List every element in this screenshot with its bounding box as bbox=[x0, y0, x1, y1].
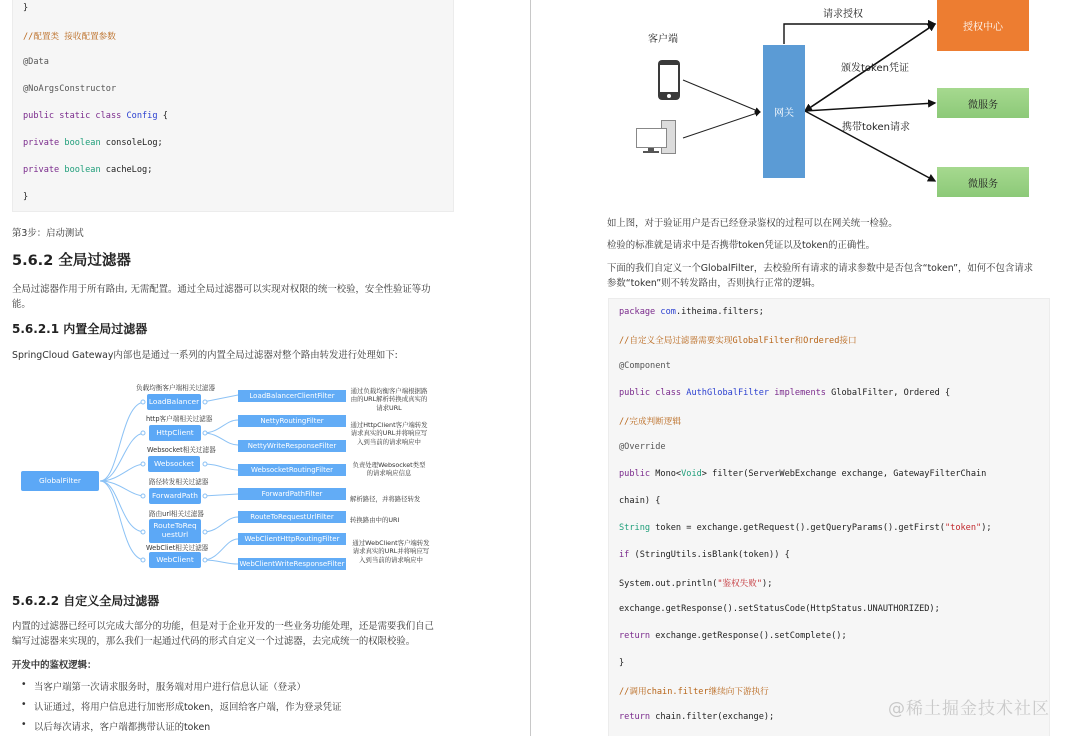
mindmap-node-webclient: WebClient bbox=[149, 552, 201, 568]
paragraph-global-filter-2: 能。 bbox=[12, 299, 31, 310]
edge-label-issue-token: 颁发token凭证 bbox=[841, 63, 909, 74]
mindmap-node-httpclient: HttpClient bbox=[149, 425, 201, 441]
mindmap-description: 通过负载均衡客户端根据路由的URL解析转换成真实的请求URL bbox=[350, 387, 428, 412]
mindmap-diagram bbox=[0, 375, 460, 575]
gateway-label: 网关 bbox=[774, 108, 794, 119]
mindmap-node-routetorequesturl bbox=[149, 519, 201, 543]
mindmap-node-label: RouteToRequestUrl bbox=[153, 521, 197, 539]
right-page bbox=[531, 0, 1072, 736]
code-line: //完成判断逻辑 bbox=[619, 417, 681, 427]
code-line: @Override bbox=[619, 442, 666, 452]
heading-5-6-2: 5.6.2 全局过滤器 bbox=[12, 253, 131, 269]
watermark: @稀土掘金技术社区 bbox=[888, 699, 1050, 719]
mindmap-leaf: NettyWriteResponseFilter bbox=[238, 440, 346, 452]
code-line: String token = exchange.getRequest().getQueryParams().getFirst("token"); bbox=[619, 523, 992, 533]
mindmap-leaf: WebClientWriteResponseFilter bbox=[239, 560, 345, 568]
code-line: } bbox=[23, 3, 29, 13]
auth-center-label: 授权中心 bbox=[963, 22, 1003, 33]
code-line: public Mono<Void> filter(ServerWebExchange exchange, GatewayFilterChain bbox=[619, 469, 987, 479]
paragraph-custom-filter-1: 内置的过滤器已经可以完成大部分的功能，但是对于企业开发的一些业务功能处理，还是需要我们自己 bbox=[12, 621, 434, 632]
mindmap-description: 解析路径，并将路径转发 bbox=[350, 495, 421, 503]
mindmap-leaf: NettyRoutingFilter bbox=[238, 415, 346, 427]
microservice-box bbox=[937, 88, 1029, 118]
client-label: 客户端 bbox=[648, 34, 678, 45]
mindmap-leaf: WebsocketRoutingFilter bbox=[238, 464, 346, 476]
mindmap-branch-label: 负载均衡客户端相关过滤器 bbox=[136, 384, 216, 392]
heading-5-6-2-1: 5.6.2.1 内置全局过滤器 bbox=[12, 322, 148, 336]
mindmap-branch-label: Websocket相关过滤器 bbox=[147, 446, 216, 454]
code-line: //自定义全局过滤器需要实现GlobalFilter和Ordered接口 bbox=[619, 336, 857, 346]
code-line: @Component bbox=[619, 361, 671, 371]
paragraph-token-standard: 检验的标准就是请求中是否携带token凭证以及token的正确性。 bbox=[607, 240, 876, 251]
code-line: System.out.println("鉴权失败"); bbox=[619, 579, 773, 589]
mindmap-branch-label: WebCliet相关过滤器 bbox=[146, 544, 209, 552]
mindmap-leaf: WebClientHttpRoutingFilter bbox=[238, 533, 346, 545]
code-line: //配置类 接收配置参数 bbox=[23, 32, 116, 42]
code-line: } bbox=[23, 192, 29, 202]
code-line: if (StringUtils.isBlank(token)) { bbox=[619, 550, 790, 560]
mindmap-description: 负责处理Websocket类型的请求响应信息 bbox=[352, 461, 426, 478]
edge-label-request-auth: 请求授权 bbox=[823, 9, 863, 20]
mindmap-branch-label: 路由url相关过滤器 bbox=[149, 510, 204, 518]
paragraph-custom-globalfilter-2: 参数“token”则不转发路由，否则执行正常的逻辑。 bbox=[607, 278, 821, 289]
microservice-label: 微服务 bbox=[968, 99, 998, 111]
paragraph-global-filter-1: 全局过滤器作用于所有路由, 无需配置。通过全局过滤器可以实现对权限的统一校验，安全性验证等功 bbox=[12, 284, 431, 295]
heading-5-6-2-2: 5.6.2.2 自定义全局过滤器 bbox=[12, 594, 160, 608]
mindmap-description: 通过HttpClient客户端转发请求真实的URL并将响应写入到当前的请求响应中 bbox=[350, 421, 428, 446]
code-line: @NoArgsConstructor bbox=[23, 84, 117, 94]
gateway-box bbox=[763, 45, 805, 178]
mindmap-description: 转换路由中的URI bbox=[350, 516, 400, 524]
code-line: exchange.getResponse().setStatusCode(HttpStatus.UNAUTHORIZED); bbox=[619, 604, 940, 614]
mindmap-node-websocket: Websocket bbox=[148, 456, 200, 472]
mindmap-leaf: ForwardPathFilter bbox=[238, 488, 346, 500]
microservice-label: 微服务 bbox=[968, 178, 998, 190]
code-line: return chain.filter(exchange); bbox=[619, 712, 775, 722]
paragraph-gateway-check: 如上图，对于验证用户是否已经登录鉴权的过程可以在网关统一检验。 bbox=[607, 218, 898, 229]
bullet-item: • 当客户端第一次请求服务时，服务端对用户进行信息认证（登录） bbox=[34, 679, 306, 693]
mindmap-leaf: RouteToRequestUrlFilter bbox=[238, 511, 346, 523]
microservice-box bbox=[937, 167, 1029, 197]
code-line: chain) { bbox=[619, 496, 661, 506]
code-line: public class AuthGlobalFilter implements GlobalFilter, Ordered { bbox=[619, 388, 951, 398]
mindmap-root-globalfilter: GlobalFilter bbox=[21, 471, 99, 491]
paragraph-custom-filter-2: 编写过滤器来实现的，那么我们一起通过代码的形式自定义一个过滤器，去完成统一的权限校验。 bbox=[12, 636, 416, 647]
step3-text: 第3步：启动测试 bbox=[12, 228, 84, 239]
code-block-auth-filter bbox=[608, 298, 1050, 736]
left-page bbox=[0, 0, 530, 736]
bullet-item: • 以后每次请求，客户端都携带认证的token bbox=[34, 719, 210, 733]
paragraph-custom-globalfilter-1: 下面的我们自定义一个GlobalFilter，去校验所有请求的请求参数中是否包含“token”，如何不包含请求 bbox=[607, 263, 1034, 274]
code-line: package com.itheima.filters; bbox=[619, 307, 764, 317]
code-line: return exchange.getResponse().setComplete(); bbox=[619, 631, 847, 641]
code-line: public static class Config { bbox=[23, 111, 168, 121]
bullet-item: • 认证通过，将用户信息进行加密形成token，返回给客户端，作为登录凭证 bbox=[34, 699, 341, 713]
auth-center-box bbox=[937, 0, 1029, 51]
mindmap-leaf: LoadBalancerClientFilter bbox=[238, 390, 346, 402]
gateway-auth-diagram bbox=[531, 0, 1072, 205]
code-line: private boolean consoleLog; bbox=[23, 138, 163, 148]
mindmap-description: 通过WebClient客户端转发请求真实的URL并将响应写入到当前的请求响应中 bbox=[352, 539, 430, 564]
code-line: //调用chain.filter继续向下游执行 bbox=[619, 687, 769, 697]
mindmap-node-forwardpath: ForwardPath bbox=[149, 488, 201, 504]
mindmap-branch-label: http客户端相关过滤器 bbox=[146, 415, 213, 423]
code-line: @Data bbox=[23, 57, 49, 67]
code-line: } bbox=[619, 658, 625, 668]
code-line: private boolean cacheLog; bbox=[23, 165, 153, 175]
phone-icon bbox=[658, 60, 680, 100]
paragraph-builtin-filters: SpringCloud Gateway内部也是通过一系列的内置全局过滤器对整个路由转发进行处理如下: bbox=[12, 350, 398, 361]
auth-logic-title: 开发中的鉴权逻辑： bbox=[12, 660, 97, 671]
code-block-config bbox=[12, 0, 454, 212]
mindmap-node-loadbalancer: LoadBalancer bbox=[147, 394, 201, 410]
edge-label-carry-token: 携带token请求 bbox=[842, 122, 910, 133]
mindmap-branch-label: 路径转发相关过滤器 bbox=[149, 478, 209, 486]
desktop-computer-icon bbox=[636, 120, 681, 156]
